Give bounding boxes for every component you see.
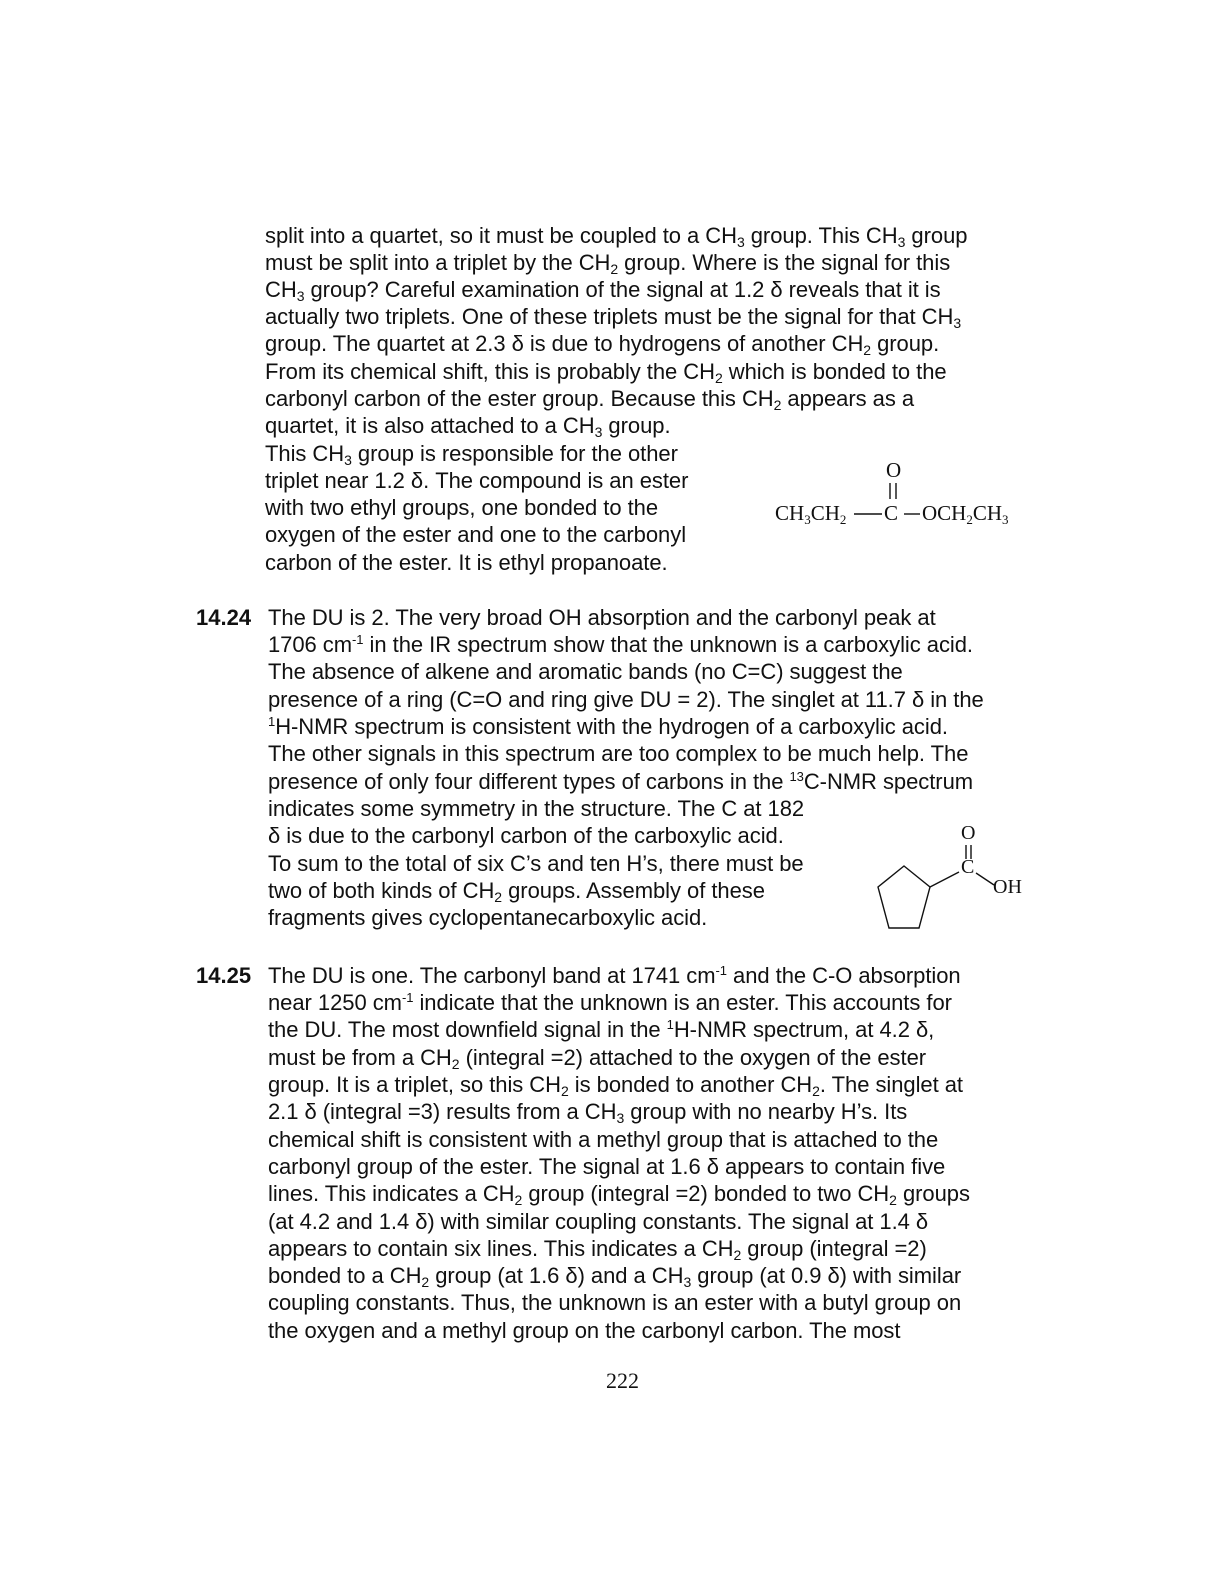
text-line: the DU. The most downfield signal in the $^1$H-NMR spectrum, at 4.2 δ, <box>268 1017 935 1042</box>
text-line: 2.1 δ (integral =3) results from a $CH_3$ group with no nearby H’s. Its <box>268 1099 908 1126</box>
text-line: must be split into a triplet by the $CH_2$ group. Where is the signal for this <box>265 250 951 277</box>
ethyl-propanoate-structure <box>770 455 1040 535</box>
page-number: 222 <box>606 1368 639 1393</box>
ethoxy-group-label: $OCH_2CH_3$ <box>922 501 1009 527</box>
text-line: This $CH_3$ group is responsible for the other <box>265 441 678 468</box>
text-line: From its chemical shift, this is probably the $CH_2$ which is bonded to the <box>265 359 947 386</box>
text-line: The DU is 2. The very broad OH absorption and the carbonyl peak at <box>268 605 936 630</box>
text-line: lines. This indicates a $CH_2$ group (integral =2) bonded to two $CH_2$ groups <box>268 1181 970 1208</box>
text-line: quartet, it is also attached to a $CH_3$ group. <box>265 413 671 440</box>
text-line: bonded to a $CH_2$ group (at 1.6 δ) and a $CH_3$ group (at 0.9 δ) with similar <box>268 1263 962 1290</box>
text-line: near 1250 $cm^{-1}$ indicate that the unknown is an ester. This accounts for <box>268 990 952 1015</box>
text-line: the oxygen and a methyl group on the carbonyl carbon. The most <box>268 1318 901 1343</box>
carbonyl-carbon-label: C <box>884 501 899 525</box>
text-line: presence of only four different types of carbons in the $^{13}$C-NMR spectrum <box>268 769 974 794</box>
text-line: indicates some symmetry in the structure. The C at 182 <box>268 796 805 821</box>
text-line: The absence of alkene and aromatic bands (no C=C) suggest the <box>268 659 903 684</box>
text-line: 1706 $cm^{-1}$ in the IR spectrum show that the unknown is a carboxylic acid. <box>268 632 973 657</box>
text-line: chemical shift is consistent with a methyl group that is attached to the <box>268 1127 939 1152</box>
carbonyl-carbon-label: C <box>961 856 975 878</box>
text-line: must be from a $CH_2$ (integral =2) attached to the oxygen of the ester <box>268 1045 927 1072</box>
text-line: carbonyl carbon of the ester group. Because this $CH_2$ appears as a <box>265 386 915 413</box>
problem-number: 14.24 <box>196 605 252 630</box>
cyclopentanecarboxylic-acid-structure <box>870 818 1040 938</box>
carbonyl-oxygen-label: O <box>886 458 902 482</box>
text-line: triplet near 1.2 δ. The compound is an ester <box>265 468 689 493</box>
text-line: The DU is one. The carbonyl band at 1741 $cm^{-1}$ and the C-O absorption <box>268 963 961 988</box>
text-line: carbon of the ester. It is ethyl propanoate. <box>265 550 668 575</box>
text-line: δ is due to the carbonyl carbon of the carboxylic acid. <box>268 823 784 848</box>
text-line: actually two triplets. One of these triplets must be the signal for that $CH_3$ <box>265 304 962 331</box>
text-line: group. It is a triplet, so this $CH_2$ is bonded to another $CH_2$. The singlet at <box>268 1072 963 1099</box>
text-line: oxygen of the ester and one to the carbonyl <box>265 522 687 547</box>
left-ethyl-group-label: $CH_3CH_2$ <box>775 501 847 527</box>
text-line: coupling constants. Thus, the unknown is an ester with a butyl group on <box>268 1290 962 1315</box>
text-line: To sum to the total of six C’s and ten H’s, there must be <box>268 851 804 876</box>
text-line: $^1$H-NMR spectrum is consistent with the hydrogen of a carboxylic acid. <box>268 714 948 739</box>
text-line: presence of a ring (C=O and ring give DU = 2). The singlet at 11.7 δ in the <box>268 687 984 712</box>
hydroxyl-label: OH <box>993 876 1022 898</box>
text-line: with two ethyl groups, one bonded to the <box>265 495 659 520</box>
text-line: carbonyl group of the ester. The signal at 1.6 δ appears to contain five <box>268 1154 946 1179</box>
text-line: group. The quartet at 2.3 δ is due to hydrogens of another $CH_2$ group. <box>265 331 940 358</box>
problem-number: 14.25 <box>196 963 252 988</box>
text-line: split into a quartet, so it must be coupled to a $CH_3$ group. This $CH_3$ group <box>265 223 968 250</box>
text-line: two of both kinds of $CH_2$ groups. Assembly of these <box>268 878 765 905</box>
text-line: $CH_3$ group? Careful examination of the signal at 1.2 δ reveals that it is <box>265 277 941 304</box>
text-line: fragments gives cyclopentanecarboxylic acid. <box>268 905 708 930</box>
text-line: The other signals in this spectrum are too complex to be much help. The <box>268 741 969 766</box>
text-line: appears to contain six lines. This indicates a $CH_2$ group (integral =2) <box>268 1236 927 1263</box>
text-line: (at 4.2 and 1.4 δ) with similar coupling constants. The signal at 1.4 δ <box>268 1209 929 1234</box>
carbonyl-oxygen-label: O <box>961 822 976 844</box>
